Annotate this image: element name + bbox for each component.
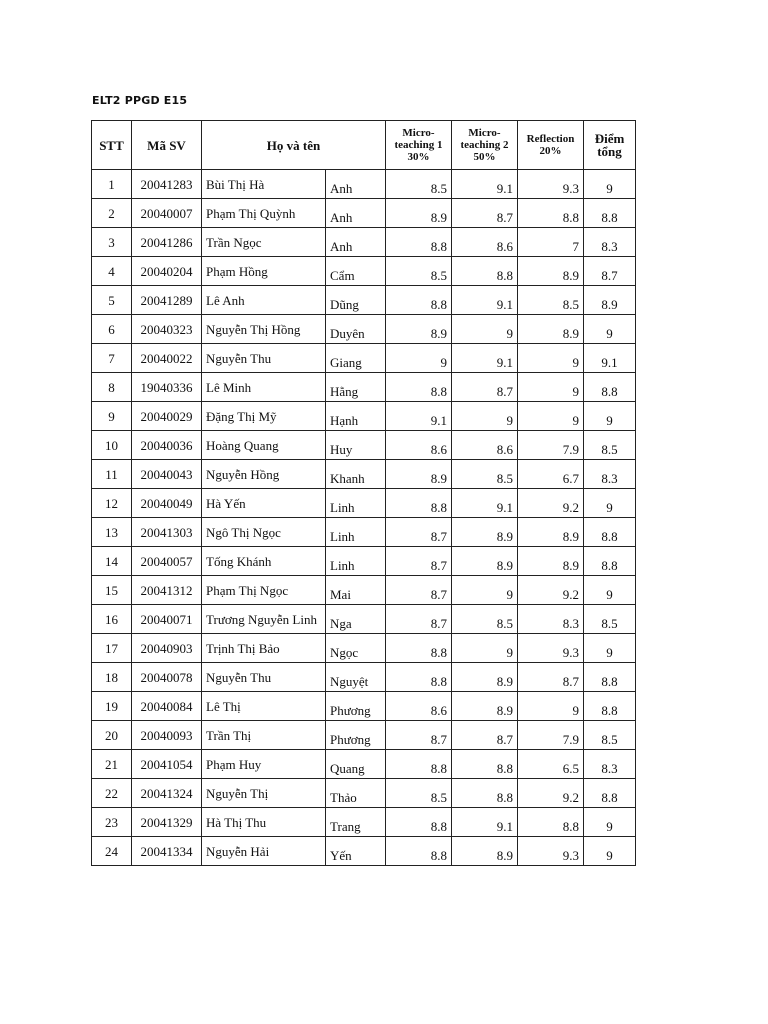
row-stt: 2 xyxy=(92,199,132,228)
row-micro2-score: 9.1 xyxy=(452,808,518,837)
row-total-score: 9 xyxy=(584,315,636,344)
row-stt: 1 xyxy=(92,170,132,199)
row-given-name: Linh xyxy=(326,489,386,518)
table-row xyxy=(92,431,636,460)
row-micro2-score: 8.8 xyxy=(452,779,518,808)
row-reflection-score: 8.9 xyxy=(518,315,584,344)
row-micro1-score: 9 xyxy=(386,344,452,373)
row-micro1-score: 8.5 xyxy=(386,257,452,286)
row-surname: Hà Yến xyxy=(202,489,326,518)
row-surname: Phạm Thị Ngọc xyxy=(202,576,326,605)
row-reflection-score: 9.3 xyxy=(518,837,584,866)
row-student-id: 20041329 xyxy=(132,808,202,837)
table-row xyxy=(92,286,636,315)
row-surname: Trương Nguyễn Linh xyxy=(202,605,326,634)
row-student-id: 20040043 xyxy=(132,460,202,489)
row-micro1-score: 8.7 xyxy=(386,605,452,634)
row-micro2-score: 9.1 xyxy=(452,286,518,315)
row-stt: 14 xyxy=(92,547,132,576)
header-row xyxy=(92,121,636,170)
row-reflection-score: 9.3 xyxy=(518,634,584,663)
row-student-id: 20040903 xyxy=(132,634,202,663)
row-micro2-score: 9.1 xyxy=(452,489,518,518)
header-stt: STT xyxy=(92,121,132,170)
row-given-name: Nga xyxy=(326,605,386,634)
table-row xyxy=(92,721,636,750)
row-given-name: Hằng xyxy=(326,373,386,402)
row-stt: 9 xyxy=(92,402,132,431)
row-micro1-score: 8.6 xyxy=(386,692,452,721)
row-total-score: 8.8 xyxy=(584,518,636,547)
row-student-id: 19040336 xyxy=(132,373,202,402)
row-reflection-score: 9.2 xyxy=(518,779,584,808)
row-surname: Hoàng Quang xyxy=(202,431,326,460)
header-diem: Điểm tổng xyxy=(584,121,636,170)
row-stt: 22 xyxy=(92,779,132,808)
row-stt: 5 xyxy=(92,286,132,315)
row-micro2-score: 8.7 xyxy=(452,373,518,402)
row-given-name: Anh xyxy=(326,170,386,199)
row-micro2-score: 9 xyxy=(452,576,518,605)
table-body xyxy=(92,170,636,866)
table-row xyxy=(92,315,636,344)
row-given-name: Thảo xyxy=(326,779,386,808)
row-total-score: 9 xyxy=(584,402,636,431)
row-student-id: 20041312 xyxy=(132,576,202,605)
row-surname: Bùi Thị Hà xyxy=(202,170,326,199)
row-surname: Tống Khánh xyxy=(202,547,326,576)
row-total-score: 8.8 xyxy=(584,779,636,808)
header-reflection: Reflection 20% xyxy=(518,121,584,170)
row-reflection-score: 8.8 xyxy=(518,199,584,228)
row-micro1-score: 8.8 xyxy=(386,808,452,837)
grades-table xyxy=(91,120,636,866)
row-given-name: Giang xyxy=(326,344,386,373)
row-total-score: 8.5 xyxy=(584,431,636,460)
row-stt: 17 xyxy=(92,634,132,663)
row-micro1-score: 8.8 xyxy=(386,663,452,692)
row-total-score: 8.8 xyxy=(584,547,636,576)
row-given-name: Linh xyxy=(326,547,386,576)
row-given-name: Mai xyxy=(326,576,386,605)
row-student-id: 20040022 xyxy=(132,344,202,373)
row-micro2-score: 9 xyxy=(452,634,518,663)
row-micro1-score: 8.8 xyxy=(386,750,452,779)
row-student-id: 20040323 xyxy=(132,315,202,344)
row-micro1-score: 8.9 xyxy=(386,460,452,489)
row-given-name: Phương xyxy=(326,721,386,750)
row-given-name: Dũng xyxy=(326,286,386,315)
row-given-name: Anh xyxy=(326,199,386,228)
row-reflection-score: 6.7 xyxy=(518,460,584,489)
row-micro2-score: 8.8 xyxy=(452,257,518,286)
row-surname: Trịnh Thị Bảo xyxy=(202,634,326,663)
row-reflection-score: 6.5 xyxy=(518,750,584,779)
row-total-score: 9 xyxy=(584,808,636,837)
row-given-name: Cẩm xyxy=(326,257,386,286)
row-student-id: 20040029 xyxy=(132,402,202,431)
row-student-id: 20040049 xyxy=(132,489,202,518)
header-hoten: Họ và tên xyxy=(202,121,386,170)
row-reflection-score: 8.3 xyxy=(518,605,584,634)
row-stt: 11 xyxy=(92,460,132,489)
row-micro2-score: 8.5 xyxy=(452,460,518,489)
row-reflection-score: 9.2 xyxy=(518,489,584,518)
row-stt: 13 xyxy=(92,518,132,547)
row-micro1-score: 8.7 xyxy=(386,721,452,750)
row-stt: 16 xyxy=(92,605,132,634)
row-surname: Phạm Thị Quỳnh xyxy=(202,199,326,228)
row-surname: Lê Anh xyxy=(202,286,326,315)
row-given-name: Quang xyxy=(326,750,386,779)
table-row xyxy=(92,808,636,837)
row-total-score: 9 xyxy=(584,489,636,518)
row-reflection-score: 9 xyxy=(518,692,584,721)
row-micro2-score: 8.5 xyxy=(452,605,518,634)
table-row xyxy=(92,228,636,257)
row-reflection-score: 8.9 xyxy=(518,518,584,547)
row-micro1-score: 8.5 xyxy=(386,779,452,808)
row-reflection-score: 7.9 xyxy=(518,721,584,750)
row-total-score: 8.9 xyxy=(584,286,636,315)
row-student-id: 20041289 xyxy=(132,286,202,315)
row-reflection-score: 9 xyxy=(518,373,584,402)
row-total-score: 8.8 xyxy=(584,199,636,228)
row-given-name: Khanh xyxy=(326,460,386,489)
table-row xyxy=(92,634,636,663)
row-stt: 21 xyxy=(92,750,132,779)
row-given-name: Ngọc xyxy=(326,634,386,663)
row-student-id: 20041286 xyxy=(132,228,202,257)
table-row xyxy=(92,663,636,692)
table-row xyxy=(92,489,636,518)
row-micro1-score: 8.7 xyxy=(386,547,452,576)
row-total-score: 9 xyxy=(584,837,636,866)
row-stt: 7 xyxy=(92,344,132,373)
row-micro2-score: 8.6 xyxy=(452,431,518,460)
row-micro1-score: 8.7 xyxy=(386,576,452,605)
row-student-id: 20040057 xyxy=(132,547,202,576)
table-row xyxy=(92,779,636,808)
row-micro2-score: 8.9 xyxy=(452,837,518,866)
row-given-name: Trang xyxy=(326,808,386,837)
row-given-name: Huy xyxy=(326,431,386,460)
row-surname: Nguyễn Thu xyxy=(202,344,326,373)
row-micro2-score: 9.1 xyxy=(452,170,518,199)
row-surname: Nguyễn Thu xyxy=(202,663,326,692)
row-micro1-score: 8.9 xyxy=(386,315,452,344)
row-stt: 15 xyxy=(92,576,132,605)
row-surname: Phạm Hồng xyxy=(202,257,326,286)
row-micro2-score: 8.9 xyxy=(452,692,518,721)
table-row xyxy=(92,692,636,721)
row-reflection-score: 9 xyxy=(518,402,584,431)
row-student-id: 20041334 xyxy=(132,837,202,866)
row-surname: Lê Thị xyxy=(202,692,326,721)
row-micro1-score: 8.8 xyxy=(386,634,452,663)
row-micro1-score: 8.8 xyxy=(386,489,452,518)
row-surname: Nguyễn Hồng xyxy=(202,460,326,489)
row-stt: 3 xyxy=(92,228,132,257)
row-stt: 8 xyxy=(92,373,132,402)
row-reflection-score: 7 xyxy=(518,228,584,257)
row-surname: Hà Thị Thu xyxy=(202,808,326,837)
table-row xyxy=(92,518,636,547)
row-micro2-score: 8.7 xyxy=(452,199,518,228)
row-total-score: 9.1 xyxy=(584,344,636,373)
row-student-id: 20040204 xyxy=(132,257,202,286)
row-micro2-score: 8.8 xyxy=(452,750,518,779)
row-reflection-score: 9 xyxy=(518,344,584,373)
row-given-name: Phương xyxy=(326,692,386,721)
row-stt: 18 xyxy=(92,663,132,692)
row-stt: 20 xyxy=(92,721,132,750)
row-stt: 6 xyxy=(92,315,132,344)
document-title: ELT2 PPGD E15 xyxy=(92,94,188,107)
row-stt: 4 xyxy=(92,257,132,286)
row-total-score: 8.3 xyxy=(584,750,636,779)
row-micro1-score: 8.8 xyxy=(386,286,452,315)
row-stt: 12 xyxy=(92,489,132,518)
row-micro1-score: 8.8 xyxy=(386,228,452,257)
row-given-name: Yến xyxy=(326,837,386,866)
row-surname: Ngô Thị Ngọc xyxy=(202,518,326,547)
row-surname: Nguyễn Hải xyxy=(202,837,326,866)
table-row xyxy=(92,199,636,228)
row-surname: Lê Minh xyxy=(202,373,326,402)
table-row xyxy=(92,605,636,634)
row-micro1-score: 8.7 xyxy=(386,518,452,547)
row-micro2-score: 8.9 xyxy=(452,663,518,692)
row-total-score: 8.8 xyxy=(584,663,636,692)
row-micro1-score: 8.8 xyxy=(386,373,452,402)
row-micro1-score: 8.9 xyxy=(386,199,452,228)
table-row xyxy=(92,460,636,489)
row-surname: Nguyễn Thị Hồng xyxy=(202,315,326,344)
row-micro2-score: 8.6 xyxy=(452,228,518,257)
row-micro2-score: 8.7 xyxy=(452,721,518,750)
row-micro1-score: 9.1 xyxy=(386,402,452,431)
row-student-id: 20040071 xyxy=(132,605,202,634)
row-stt: 10 xyxy=(92,431,132,460)
row-total-score: 8.7 xyxy=(584,257,636,286)
table-row xyxy=(92,170,636,199)
row-stt: 19 xyxy=(92,692,132,721)
row-total-score: 9 xyxy=(584,170,636,199)
row-reflection-score: 8.5 xyxy=(518,286,584,315)
row-micro1-score: 8.5 xyxy=(386,170,452,199)
row-student-id: 20040078 xyxy=(132,663,202,692)
row-total-score: 8.8 xyxy=(584,692,636,721)
row-total-score: 8.3 xyxy=(584,228,636,257)
header-micro2: Micro-teaching 2 50% xyxy=(452,121,518,170)
row-reflection-score: 8.8 xyxy=(518,808,584,837)
table-row xyxy=(92,547,636,576)
row-student-id: 20040084 xyxy=(132,692,202,721)
row-reflection-score: 7.9 xyxy=(518,431,584,460)
row-total-score: 9 xyxy=(584,576,636,605)
row-given-name: Hạnh xyxy=(326,402,386,431)
row-given-name: Duyên xyxy=(326,315,386,344)
row-reflection-score: 9.3 xyxy=(518,170,584,199)
row-reflection-score: 8.9 xyxy=(518,547,584,576)
table-row xyxy=(92,257,636,286)
row-student-id: 20041283 xyxy=(132,170,202,199)
table-row xyxy=(92,344,636,373)
table-row xyxy=(92,402,636,431)
row-surname: Nguyễn Thị xyxy=(202,779,326,808)
row-student-id: 20040007 xyxy=(132,199,202,228)
table-row xyxy=(92,750,636,779)
header-masv: Mã SV xyxy=(132,121,202,170)
row-given-name: Anh xyxy=(326,228,386,257)
row-total-score: 8.8 xyxy=(584,373,636,402)
row-surname: Đặng Thị Mỹ xyxy=(202,402,326,431)
table-row xyxy=(92,373,636,402)
row-given-name: Nguyệt xyxy=(326,663,386,692)
row-surname: Trần Ngọc xyxy=(202,228,326,257)
row-total-score: 9 xyxy=(584,634,636,663)
row-reflection-score: 9.2 xyxy=(518,576,584,605)
row-student-id: 20040093 xyxy=(132,721,202,750)
row-micro2-score: 9 xyxy=(452,402,518,431)
row-micro1-score: 8.6 xyxy=(386,431,452,460)
row-stt: 24 xyxy=(92,837,132,866)
table-row xyxy=(92,576,636,605)
table-row xyxy=(92,837,636,866)
row-reflection-score: 8.9 xyxy=(518,257,584,286)
row-surname: Trần Thị xyxy=(202,721,326,750)
row-total-score: 8.3 xyxy=(584,460,636,489)
row-stt: 23 xyxy=(92,808,132,837)
row-student-id: 20040036 xyxy=(132,431,202,460)
row-micro2-score: 9.1 xyxy=(452,344,518,373)
row-surname: Phạm Huy xyxy=(202,750,326,779)
header-micro1: Micro-teaching 1 30% xyxy=(386,121,452,170)
row-micro1-score: 8.8 xyxy=(386,837,452,866)
row-student-id: 20041324 xyxy=(132,779,202,808)
row-reflection-score: 8.7 xyxy=(518,663,584,692)
row-total-score: 8.5 xyxy=(584,721,636,750)
row-micro2-score: 9 xyxy=(452,315,518,344)
row-micro2-score: 8.9 xyxy=(452,518,518,547)
row-student-id: 20041303 xyxy=(132,518,202,547)
row-micro2-score: 8.9 xyxy=(452,547,518,576)
row-student-id: 20041054 xyxy=(132,750,202,779)
row-given-name: Linh xyxy=(326,518,386,547)
row-total-score: 8.5 xyxy=(584,605,636,634)
